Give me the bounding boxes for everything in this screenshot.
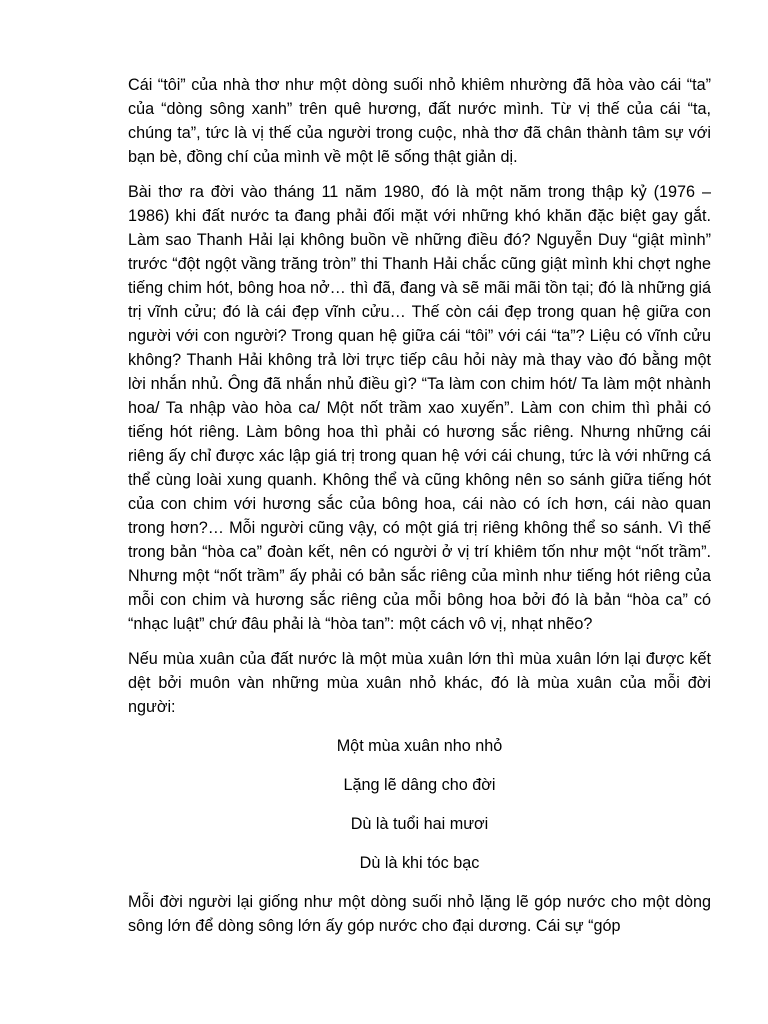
paragraph-3: Nếu mùa xuân của đất nước là một mùa xuân lớn thì mùa xuân lớn lại được kết dệt bởi muôn vàn những mùa xuân nhỏ khác, đó là mùa xuân của mỗi đời người: (128, 650, 711, 716)
document-body (128, 73, 711, 949)
poem-line-3: Dù là tuổi hai mươi (350, 815, 489, 833)
paragraph-1: Cái “tôi” của nhà thơ như một dòng suối nhỏ khiêm nhường đã hòa vào cái “ta” của “dòng sông xanh” trên quê hương, đất nước mình. Từ vị thế của cái “ta, chúng ta”, tức là vị thế của người trong cuộc, nhà thơ đã chân thành tâm sự với bạn bè, đồng chí của mình về một lẽ sống thật giản dị. (128, 76, 711, 166)
poem-line-1: Một mùa xuân nho nhỏ (336, 737, 503, 755)
poem-line-2: Lặng lẽ dâng cho đời (343, 776, 496, 794)
poem-line-4: Dù là khi tóc bạc (359, 854, 480, 872)
poem-block (128, 734, 711, 875)
paragraph-4: Mỗi đời người lại giống như một dòng suối nhỏ lặng lẽ góp nước cho một dòng sông lớn để dòng sông lớn ấy góp nước cho đại dương. Cái sự “góp (128, 893, 711, 935)
paragraph-2: Bài thơ ra đời vào tháng 11 năm 1980, đó là một năm trong thập kỷ (1976 – 1986) khi đất nước ta đang phải đối mặt với những khó khăn đặc biệt gay gắt. Làm sao Thanh Hải lại không buồn về những điều đó? Nguyễn Duy “giật mình” trước “đột ngột vầng trăng tròn” thi Thanh Hải chắc cũng giật mình khi chợt nghe tiếng chim hót, bông hoa nở… thì đã, đang và sẽ mãi mãi tồn tại; đó là những giá trị vĩnh cửu; đó là cái đẹp vĩnh cửu… Thế còn cái đẹp trong quan hệ giữa con người với con người? Trong quan hệ giữa cái “tôi” với cái “ta”? Liệu có vĩnh cửu không? Thanh Hải không trả lời trực tiếp câu hỏi này mà thay vào đó bằng một lời nhắn nhủ. Ông đã nhắn nhủ điều gì? “Ta làm con chim hót/ Ta làm một nhành hoa/ Ta nhập vào hòa ca/ Một nốt trầm xao xuyến”. Làm con chim thì phải có tiếng hót riêng. Làm bông hoa thì phải có hương sắc riêng. Nhưng những cái riêng ấy chỉ được xác lập giá trị trong quan hệ với cái chung, tức là với những cá thể cùng loài xung quanh. Không thể và cũng không nên so sánh giữa tiếng hót của con chim với hương sắc của bông hoa, cái nào có ích hơn, cái nào quan trong hơn?… Mỗi người cũng vậy, có một giá trị riêng không thể so sánh. Vì thế trong bản “hòa ca” đoàn kết, nên có người ở vị trí khiêm tốn như một “nốt trầm”. Nhưng một “nốt trầm” ấy phải có bản sắc riêng của mình như tiếng hót riêng của mỗi con chim và hương sắc riêng của mỗi bông hoa bởi đó là bản “hòa ca” có “nhạc luật” chứ đâu phải là “hòa tan”: một cách vô vị, nhạt nhẽo? (128, 183, 711, 633)
